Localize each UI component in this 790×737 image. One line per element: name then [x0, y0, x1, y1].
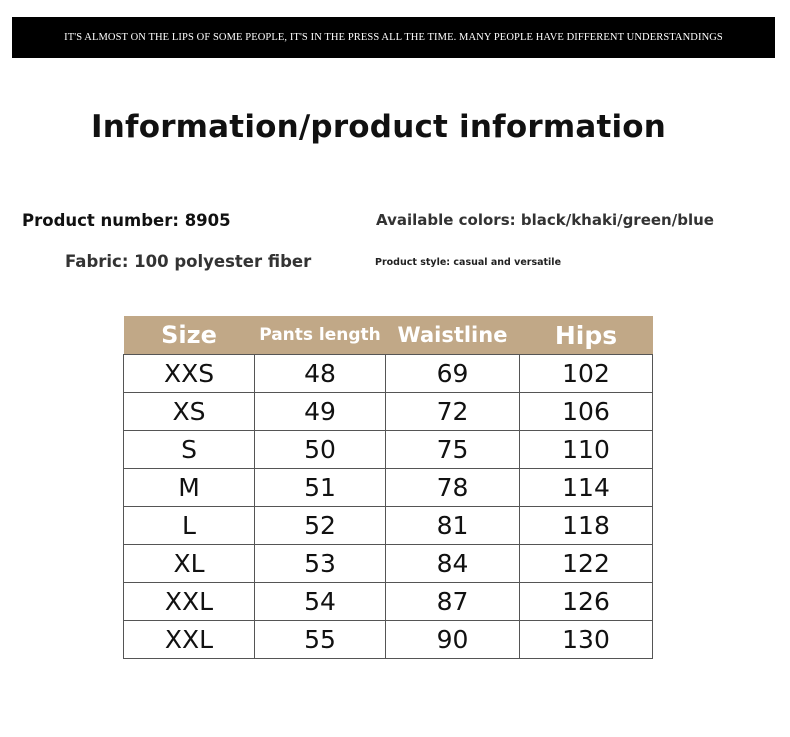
cell-waistline: 84: [386, 545, 520, 583]
cell-pants-length: 49: [255, 393, 386, 431]
product-style: Product style: casual and versatile: [375, 257, 562, 268]
cell-waistline: 87: [386, 583, 520, 621]
cell-pants-length: 54: [255, 583, 386, 621]
table-row: [124, 583, 653, 621]
fabric: Fabric: 100 polyester fiber: [65, 252, 312, 271]
table-header-row: [124, 316, 653, 355]
product-number: Product number: 8905: [22, 211, 231, 230]
cell-size: XXL: [124, 621, 255, 659]
table-row: [124, 545, 653, 583]
cell-waistline: 90: [386, 621, 520, 659]
cell-hips: 126: [520, 583, 653, 621]
cell-hips: 122: [520, 545, 653, 583]
cell-hips: 102: [520, 355, 653, 393]
cell-size: XS: [124, 393, 255, 431]
table-row: [124, 621, 653, 659]
table-row: [124, 431, 653, 469]
header-waistline: Waistline: [386, 316, 520, 355]
header-size: Size: [124, 316, 255, 355]
cell-waistline: 78: [386, 469, 520, 507]
cell-pants-length: 55: [255, 621, 386, 659]
cell-size: XXL: [124, 583, 255, 621]
cell-pants-length: 52: [255, 507, 386, 545]
cell-size: XXS: [124, 355, 255, 393]
top-banner: [12, 17, 775, 58]
cell-hips: 106: [520, 393, 653, 431]
table-row: [124, 507, 653, 545]
cell-pants-length: 51: [255, 469, 386, 507]
table-row: [124, 393, 653, 431]
cell-size: XL: [124, 545, 255, 583]
size-table: [123, 316, 653, 659]
cell-pants-length: 50: [255, 431, 386, 469]
cell-size: M: [124, 469, 255, 507]
cell-waistline: 75: [386, 431, 520, 469]
header-pants-length: Pants length: [255, 316, 386, 355]
cell-waistline: 72: [386, 393, 520, 431]
header-hips: Hips: [520, 316, 653, 355]
cell-hips: 110: [520, 431, 653, 469]
table-row: [124, 355, 653, 393]
cell-size: S: [124, 431, 255, 469]
table-row: [124, 469, 653, 507]
cell-pants-length: 53: [255, 545, 386, 583]
cell-waistline: 69: [386, 355, 520, 393]
cell-pants-length: 48: [255, 355, 386, 393]
cell-size: L: [124, 507, 255, 545]
cell-hips: 130: [520, 621, 653, 659]
page-title: Information/product information: [91, 109, 667, 145]
banner-text: IT'S ALMOST ON THE LIPS OF SOME PEOPLE, IT'S IN THE PRESS ALL THE TIME. MANY PEOPLE HAVE DIFFERENT UNDERSTANDINGS: [64, 32, 723, 43]
available-colors: Available colors: black/khaki/green/blue: [376, 211, 714, 229]
cell-hips: 118: [520, 507, 653, 545]
cell-waistline: 81: [386, 507, 520, 545]
cell-hips: 114: [520, 469, 653, 507]
